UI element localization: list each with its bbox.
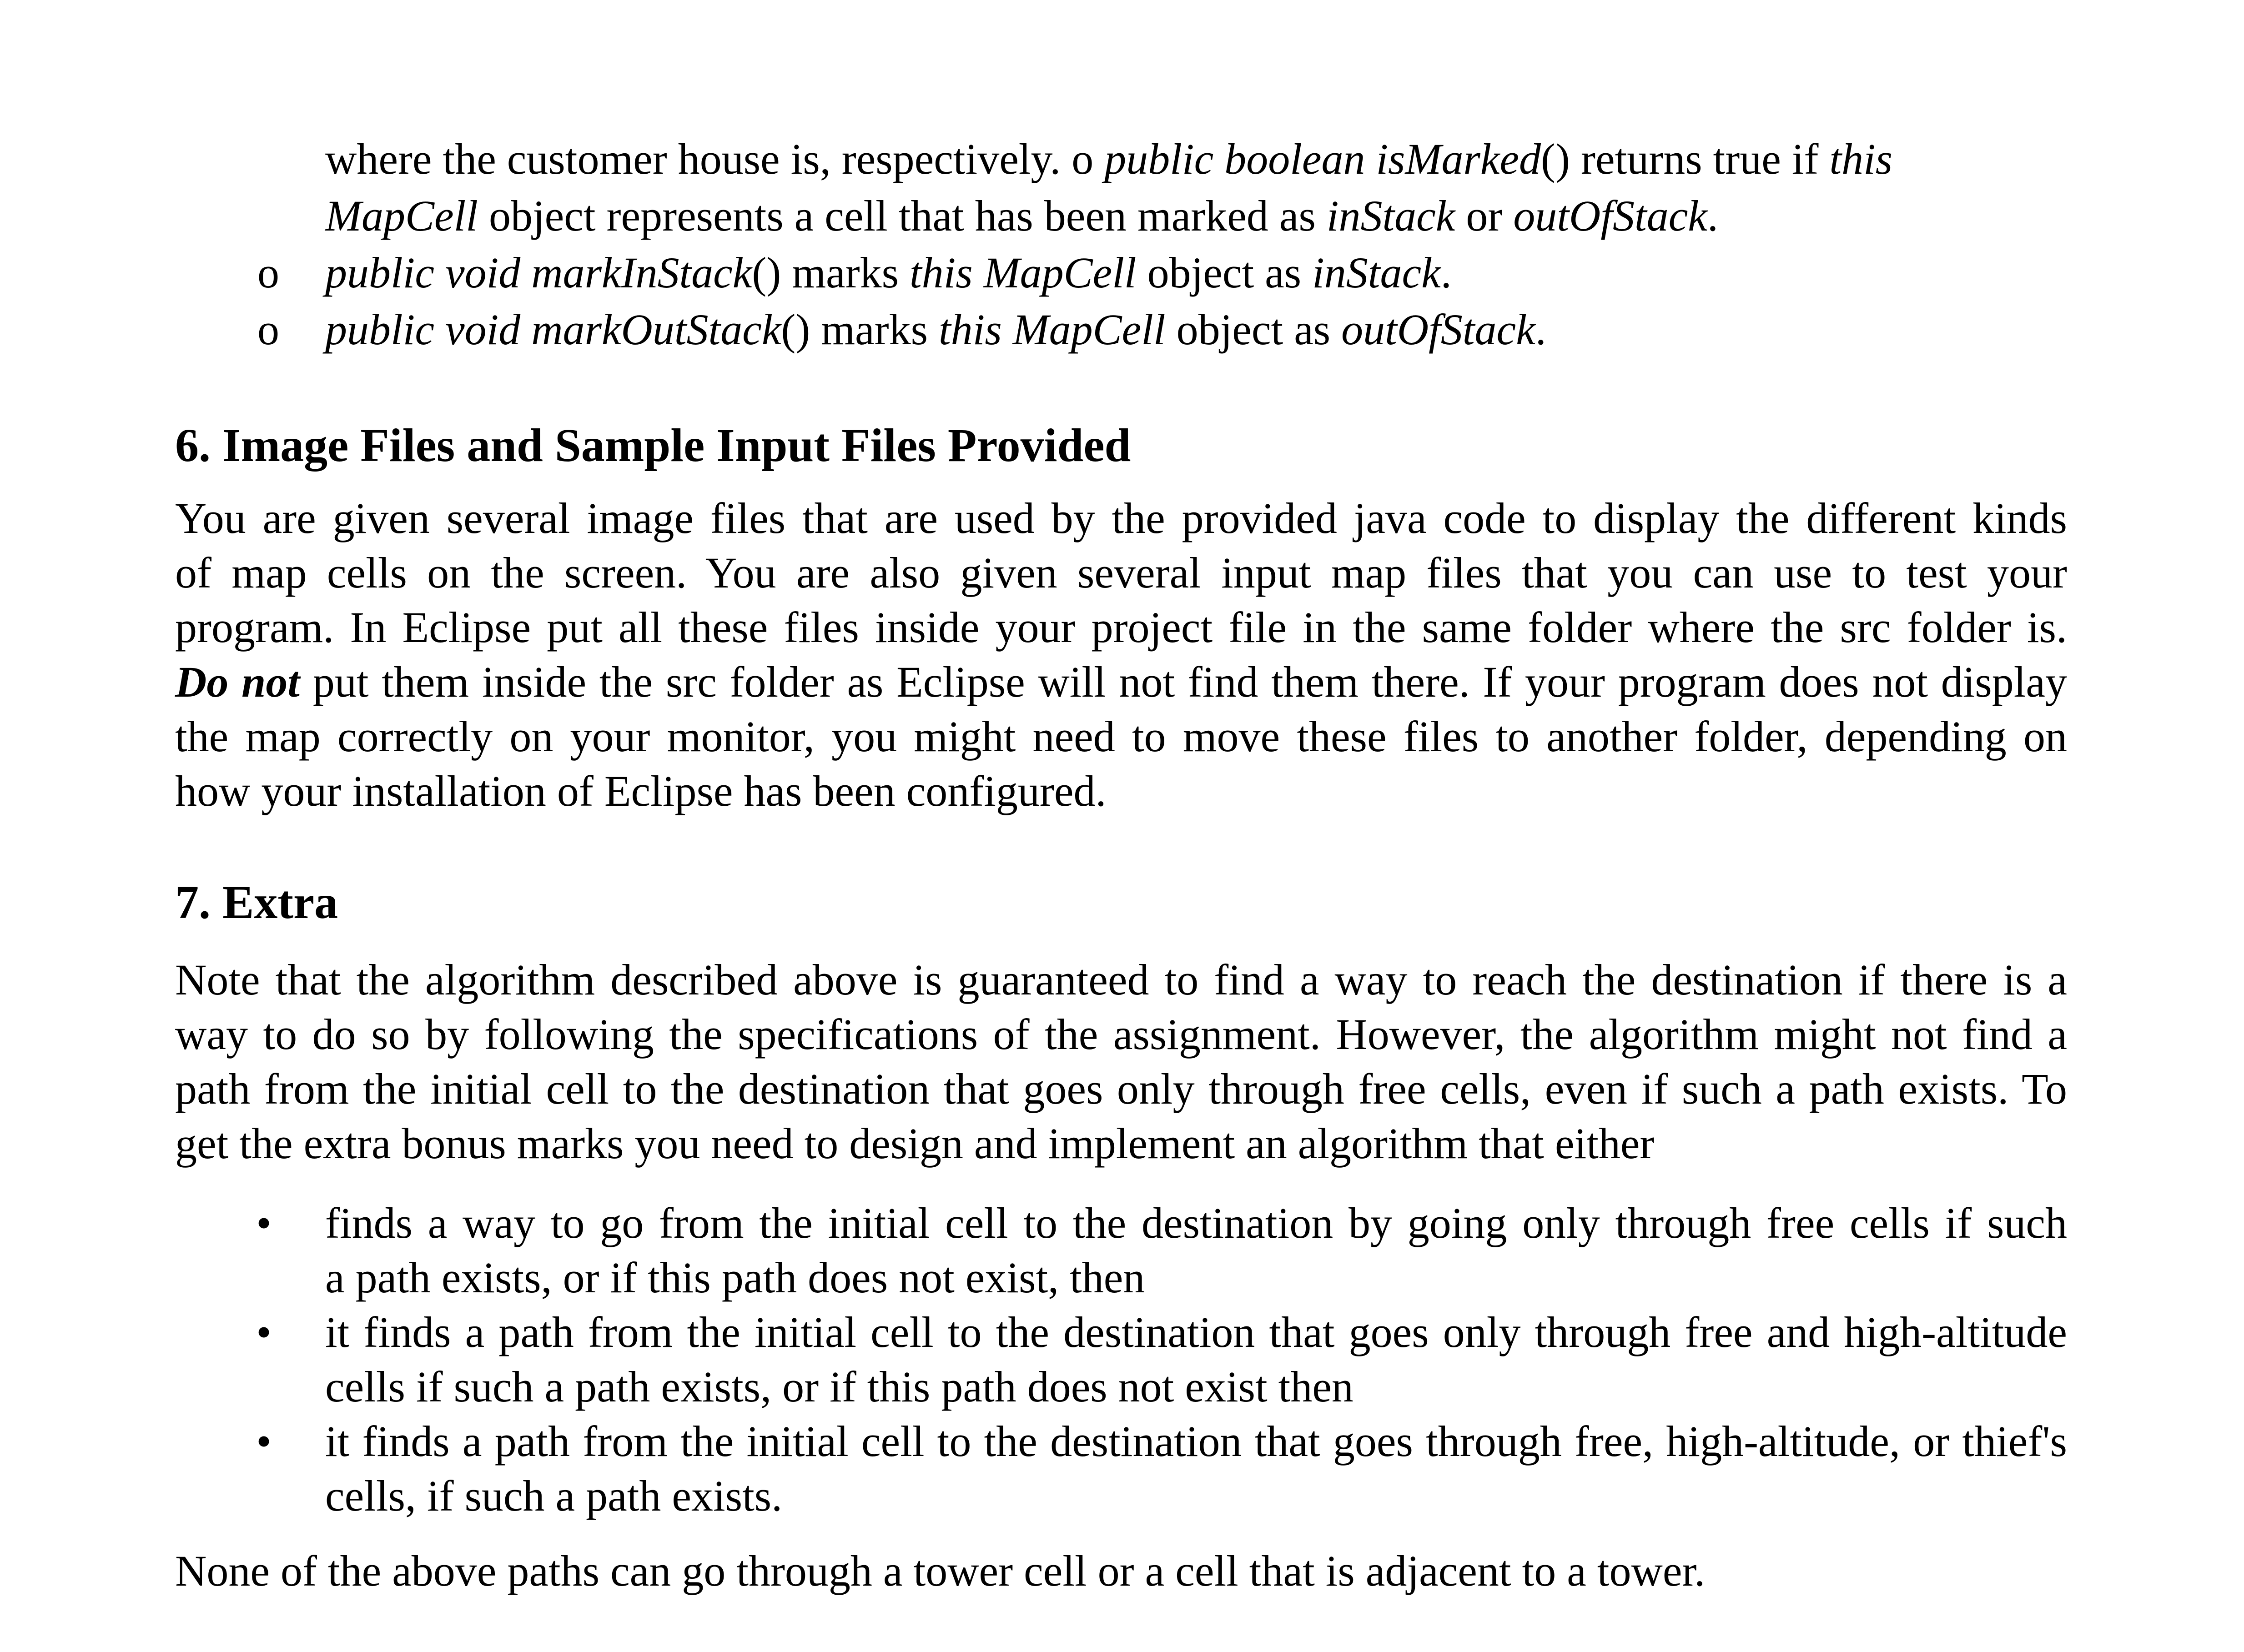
paragraph-line: the map correctly on your monitor, you might need to move these files to another folder, depending on: [175, 712, 2067, 761]
method-line-ismarked-cont: MapCell object represents a cell that has been marked as inStack or outOfStack.: [325, 191, 1718, 240]
closing-paragraph: None of the above paths can go through a tower cell or a cell that is adjacent to a tower.: [175, 1547, 1706, 1595]
paragraph-line: how your installation of Eclipse has been configured.: [175, 767, 1107, 815]
paragraph-line: path from the initial cell to the destination that goes only through free cells, even if such a path exists. To: [175, 1065, 2067, 1113]
method-line-markoutstack: public void markOutStack() marks this MapCell object as outOfStack.: [325, 305, 1546, 354]
paragraph-line: get the extra bonus marks you need to design and implement an algorithm that either: [175, 1119, 1655, 1168]
paragraph-line: You are given several image files that are used by the provided java code to display the different kinds: [175, 494, 2067, 542]
list-bullet: o: [257, 305, 279, 354]
bullet-line: a path exists, or if this path does not exist, then: [325, 1253, 1145, 1302]
paragraph-line: Note that the algorithm described above is guaranteed to find a way to reach the destination if there is a: [175, 955, 2067, 1004]
section-7-heading: 7. Extra: [175, 876, 338, 929]
paragraph-line: Do not put them inside the src folder as Eclipse will not find them there. If your program does not display: [175, 658, 2068, 706]
method-line-ismarked: where the customer house is, respectively. o public boolean isMarked() returns true if this: [325, 135, 1893, 183]
paragraph-line: program. In Eclipse put all these files inside your project file in the same folder where the src folder is.: [175, 603, 2067, 652]
list-bullet: •: [256, 1417, 272, 1466]
bullet-line: cells, if such a path exists.: [325, 1471, 783, 1520]
list-bullet: •: [256, 1199, 272, 1247]
list-bullet: •: [256, 1308, 272, 1356]
bullet-line: finds a way to go from the initial cell to the destination by going only through free cells if such: [325, 1199, 2067, 1247]
section-6-heading: 6. Image Files and Sample Input Files Provided: [175, 419, 1131, 472]
bullet-line: it finds a path from the initial cell to the destination that goes only through free and high-altitude: [325, 1308, 2067, 1356]
bullet-line: it finds a path from the initial cell to the destination that goes through free, high-altitude, or thief's: [325, 1417, 2067, 1466]
method-line-markinstack: public void markInStack() marks this MapCell object as inStack.: [325, 248, 1452, 297]
paragraph-line: of map cells on the screen. You are also given several input map files that you can use to test your: [175, 548, 2067, 597]
bullet-line: cells if such a path exists, or if this path does not exist then: [325, 1362, 1353, 1411]
emphasis-do-not: Do not: [175, 658, 300, 706]
paragraph-line: way to do so by following the specifications of the assignment. However, the algorithm might not find a: [175, 1010, 2067, 1059]
list-bullet: o: [1072, 135, 1094, 183]
list-bullet: o: [257, 248, 279, 297]
